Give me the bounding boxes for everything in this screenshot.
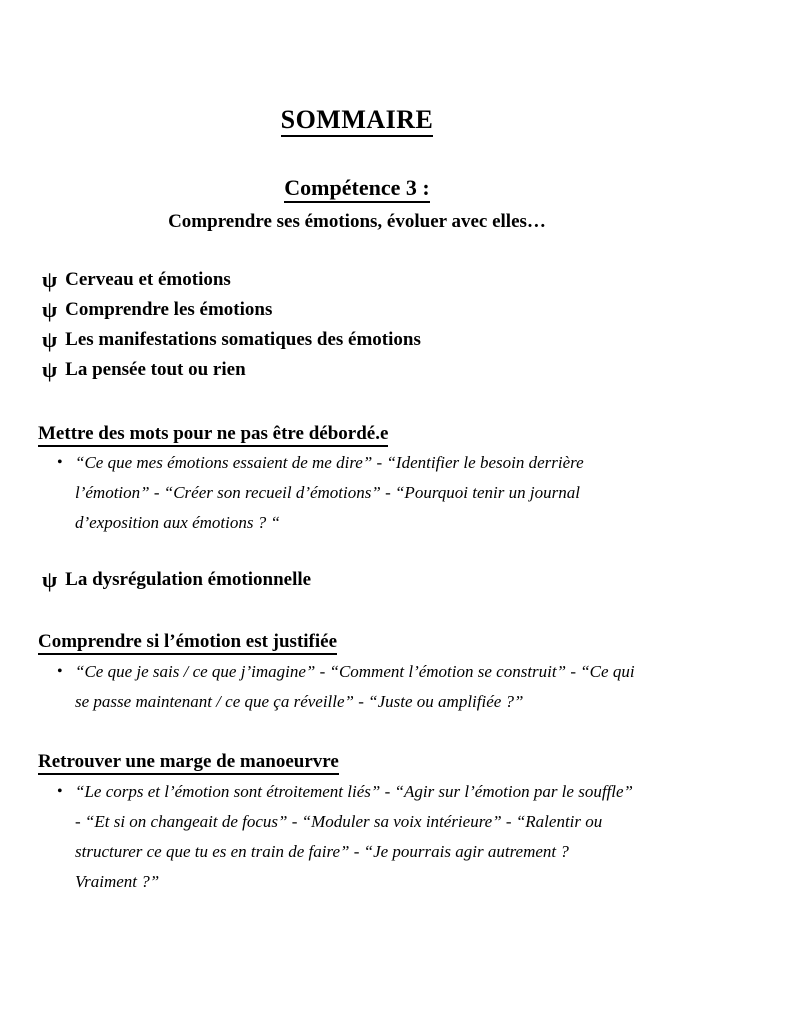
- psi-icon: ψ: [42, 267, 58, 292]
- bullet-text: [75, 657, 738, 717]
- bullet-line: d’exposition aux émotions ? “: [75, 513, 280, 532]
- section-heading-text: Mettre des mots pour ne pas être débordé.e: [38, 423, 388, 447]
- bullet-icon: •: [57, 454, 63, 471]
- psi-item-dysregulation: [42, 565, 680, 595]
- list-item-label: Cerveau et émotions: [65, 269, 231, 290]
- list-item: [42, 565, 680, 595]
- bullet-line: “Ce que je sais / ce que j’imagine” - “Comment l’émotion se construit” - “Ce qui: [75, 662, 635, 681]
- list-item: [42, 295, 680, 325]
- list-item: [42, 325, 680, 355]
- section-heading-text: Retrouver une marge de manoeurvre: [38, 751, 339, 775]
- competence-heading: [38, 173, 676, 203]
- list-item-label: La dysrégulation émotionnelle: [65, 569, 312, 590]
- psi-icon: ψ: [42, 297, 58, 322]
- psi-icon: ψ: [42, 327, 58, 352]
- section-heading-text: Comprendre si l’émotion est justifiée: [38, 631, 337, 655]
- section-heading-marge-de-manoeuvre: [38, 747, 676, 777]
- bullet-text: [75, 777, 738, 897]
- list-item: [42, 355, 680, 385]
- section-heading-emotion-justifiee: [38, 627, 676, 657]
- bullet-line: “Le corps et l’émotion sont étroitement liés” - “Agir sur l’émotion par le souffle”: [75, 782, 633, 801]
- bullet-line: Vraiment ?”: [75, 872, 160, 891]
- section-bullet-emotion-justifiee: [38, 657, 738, 717]
- competence-subtitle: Comprendre ses émotions, évoluer avec elles…: [168, 211, 546, 232]
- section-bullet-mettre-des-mots: [38, 448, 738, 538]
- competence-heading-text: Compétence 3 :: [284, 175, 429, 203]
- page-title-text: SOMMAIRE: [281, 105, 434, 137]
- bullet-line: - “Et si on changeait de focus” - “Moduler sa voix intérieure” - “Ralentir ou: [75, 812, 603, 831]
- list-item-label: La pensée tout ou rien: [65, 359, 246, 380]
- bullet-icon: •: [57, 783, 63, 800]
- bullet-text: [75, 448, 738, 538]
- psi-topic-list: [42, 265, 680, 385]
- list-item-label: Les manifestations somatiques des émotions: [65, 329, 421, 350]
- section-heading-mettre-des-mots: [38, 419, 676, 449]
- bullet-line: “Ce que mes émotions essaient de me dire” - “Identifier le besoin derrière: [75, 453, 584, 472]
- list-item-label: Comprendre les émotions: [65, 299, 273, 320]
- page-title: [38, 104, 676, 136]
- psi-icon: ψ: [42, 567, 58, 592]
- bullet-line: structurer ce que tu es en train de faire” - “Je pourrais agir autrement ?: [75, 842, 569, 861]
- bullet-line: se passe maintenant / ce que ça réveille” - “Juste ou amplifiée ?”: [75, 692, 524, 711]
- bullet-icon: •: [57, 663, 63, 680]
- section-bullet-marge-de-manoeuvre: [38, 777, 738, 897]
- psi-icon: ψ: [42, 357, 58, 382]
- list-item: [42, 265, 680, 295]
- bullet-line: l’émotion” - “Créer son recueil d’émotions” - “Pourquoi tenir un journal: [75, 483, 580, 502]
